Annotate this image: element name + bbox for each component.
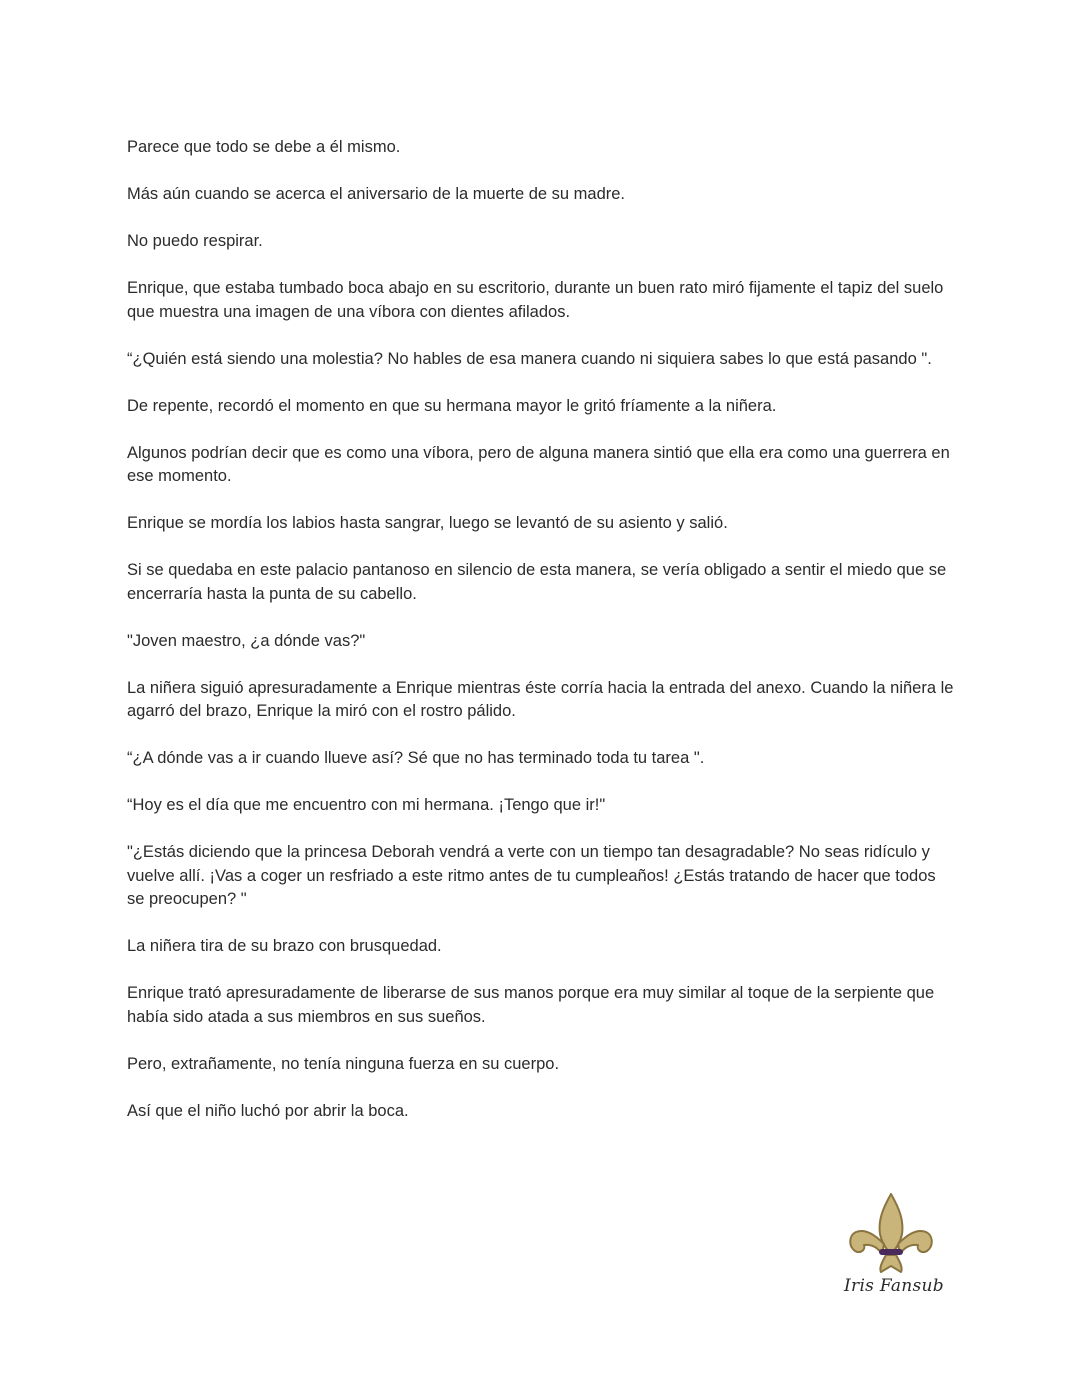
paragraph: La niñera tira de su brazo con brusquedad. [127, 937, 442, 955]
paragraph: Enrique, que estaba tumbado boca abajo en su escritorio, durante un buen rato miró fijamente el tapiz del suelo que muestra una imagen de una víbora con dientes afilados. [127, 279, 944, 321]
paragraph: No puedo respirar. [127, 232, 263, 250]
document-body [127, 136, 957, 1147]
paragraph: La niñera siguió apresuradamente a Enrique mientras éste corría hacia la entrada del anexo. Cuando la niñera le agarró del brazo, Enrique la miró con el rostro pálido. [127, 678, 954, 720]
iris-fansub-logo [836, 1192, 946, 1310]
paragraph: "¿Estás diciendo que la princesa Deborah vendrá a verte con un tiempo tan desagradable? No seas ridículo y vuelve allí. ¡Vas a coger un resfriado a este ritmo antes de tu cumpleaños! ¿Estás tratando de hacer que todos se preocupen? " [127, 843, 936, 908]
paragraph: De repente, recordó el momento en que su hermana mayor le gritó fríamente a la niñera. [127, 396, 777, 415]
paragraph: Algunos podrían decir que es como una víbora, pero de alguna manera sintió que ella era como una guerrera en ese momento. [127, 443, 950, 485]
paragraph: “¿Quién está siendo una molestia? No hables de esa manera cuando ni siquiera sabes lo que está pasando ". [127, 349, 932, 368]
paragraph: Si se quedaba en este palacio pantanoso en silencio de esta manera, se vería obligado a sentir el miedo que se encerraría hasta la punta de su cabello. [127, 561, 947, 603]
fleur-de-lis-icon [846, 1192, 936, 1274]
paragraph: Enrique trató apresuradamente de liberarse de sus manos porque era muy similar al toque de la serpiente que había sido atada a sus miembros en sus sueños. [127, 984, 935, 1026]
paragraph: Más aún cuando se acerca el aniversario de la muerte de su madre. [127, 185, 626, 203]
paragraph: “Hoy es el día que me encuentro con mi hermana. ¡Tengo que ir!" [127, 796, 606, 814]
paragraph: "Joven maestro, ¿a dónde vas?" [127, 631, 366, 650]
logo-text: Iris Fansub [844, 1276, 944, 1296]
paragraph: Así que el niño luchó por abrir la boca. [127, 1101, 409, 1120]
paragraph: Enrique se mordía los labios hasta sangrar, luego se levantó de su asiento y salió. [127, 514, 728, 532]
paragraph: “¿A dónde vas a ir cuando llueve así? Sé que no has terminado toda tu tarea ". [127, 749, 705, 767]
paragraph: Pero, extrañamente, no tenía ninguna fuerza en su cuerpo. [127, 1054, 560, 1073]
paragraph: Parece que todo se debe a él mismo. [127, 138, 401, 156]
